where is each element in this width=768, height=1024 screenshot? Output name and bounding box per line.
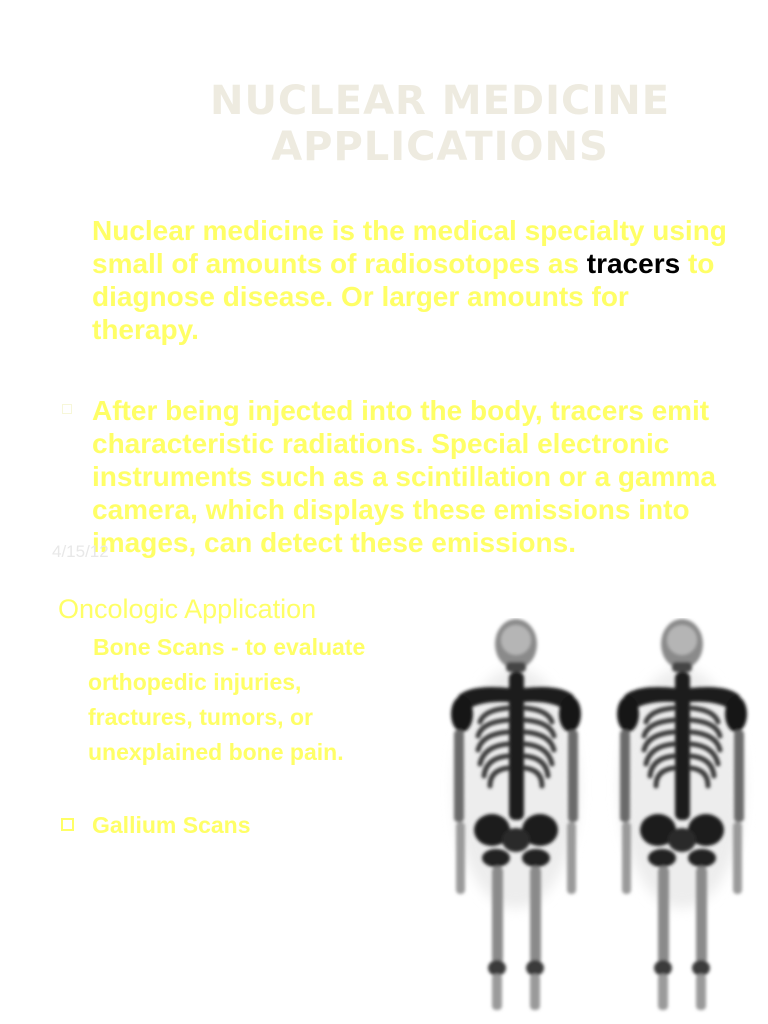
square-bullet-icon <box>61 818 74 831</box>
title-line-1: NUCLEAR MEDICINE <box>209 78 671 124</box>
slide-subtitle: Oncologic Application <box>58 594 317 624</box>
intro-text-2: to diagnose disease. Or larger amounts for therapy. <box>92 248 715 345</box>
intro-paragraph <box>92 214 742 346</box>
bone-line-3: fractures, tumors, or <box>88 704 313 730</box>
bone-line-4: unexplained bone pain. <box>88 739 344 765</box>
slide-title <box>150 78 730 170</box>
gallium-scan-text: Gallium Scans <box>92 812 251 838</box>
tracers-highlight: tracers <box>586 248 681 279</box>
tracer-paragraph: After being injected into the body, tracers emit characteristic radiations. Special electronic instruments such as a scintillation or a gamma camera, which displays these emissions into images, can detect these emissions. <box>92 395 716 558</box>
title-line-2: APPLICATIONS <box>271 124 609 170</box>
intro-text-1: Nuclear medicine is the medical specialty using small of amounts of radiosotopes as <box>92 215 727 279</box>
slide-oncologic-application <box>0 584 768 1024</box>
bone-line-1: Bone Scans - to evaluate <box>93 634 366 660</box>
slide-date: 4/15/12 <box>52 542 109 561</box>
square-bullet-icon <box>62 404 72 414</box>
bone-line-2: orthopedic injuries, <box>88 669 302 695</box>
bone-scan-image <box>440 618 756 1018</box>
bone-scan-text <box>88 630 428 770</box>
